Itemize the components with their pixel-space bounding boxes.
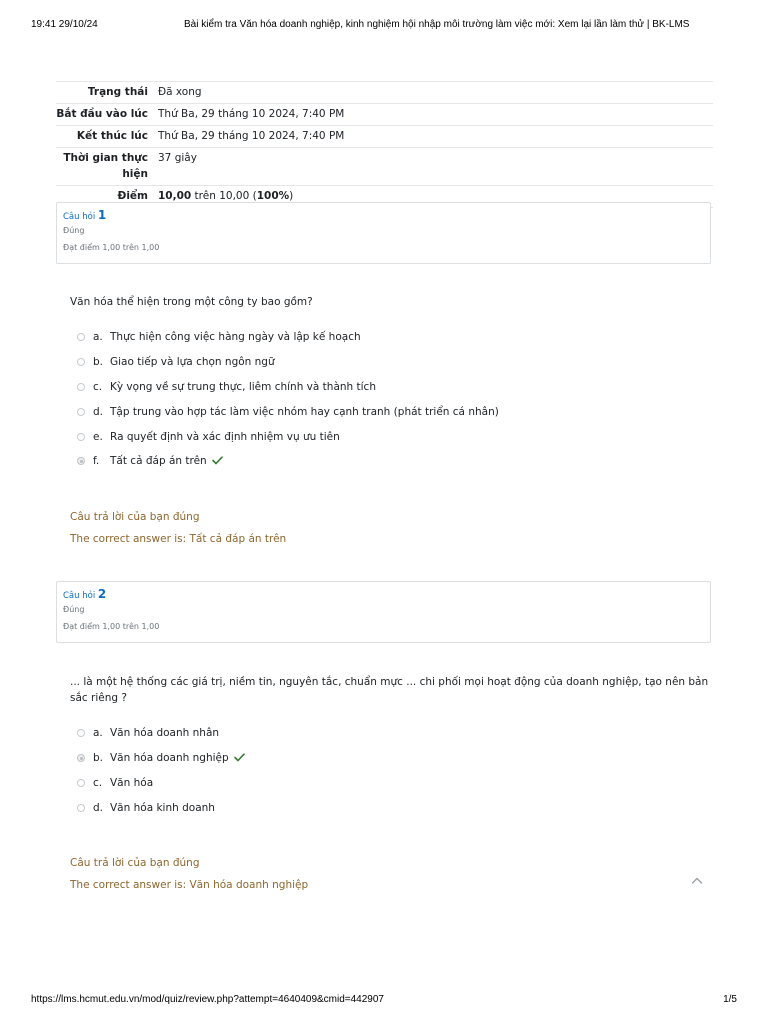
answer-option[interactable] (77, 325, 499, 350)
print-footer (31, 994, 737, 1008)
question-feedback (70, 852, 308, 896)
summary-label: Thời gian thực hiện (63, 152, 148, 180)
question-number-value: 1 (97, 208, 107, 222)
answer-letter: c. (93, 776, 103, 789)
question-state: Đúng (63, 226, 85, 235)
grade-middle: trên 10,00 ( (191, 190, 257, 202)
radio-button-selected[interactable] (77, 457, 85, 465)
question-text: ... là một hệ thống các giá trị, niềm tin, nguyên tắc, chuẩn mực ... chi phối mọi hoạt động của doanh nghiệp, tạo nên bản sắc riêng ? (70, 676, 709, 704)
answer-option[interactable] (77, 399, 499, 424)
grade-percent: 100% (256, 190, 290, 202)
question-number-prefix: Câu hỏi (63, 591, 96, 601)
summary-row-duration (56, 148, 713, 186)
answer-text: Văn hóa doanh nhân (110, 727, 220, 740)
radio-button-selected[interactable] (77, 754, 85, 762)
radio-button[interactable] (77, 729, 85, 737)
summary-value: 37 giây (158, 152, 197, 164)
answer-letter: a. (93, 727, 103, 740)
summary-value: Thứ Ba, 29 tháng 10 2024, 7:40 PM (158, 130, 345, 142)
chevron-up-icon[interactable] (690, 873, 704, 887)
answer-letter: d. (93, 405, 104, 418)
answer-letter: f. (93, 455, 100, 468)
feedback-text: Câu trả lời của bạn đúng (70, 511, 200, 523)
radio-button[interactable] (77, 358, 85, 366)
summary-row-started (56, 104, 713, 126)
answer-letter: b. (93, 752, 104, 765)
summary-label: Kết thúc lúc (76, 130, 148, 142)
summary-value: Thứ Ba, 29 tháng 10 2024, 7:40 PM (158, 108, 345, 120)
question-info-box (56, 581, 711, 643)
radio-button[interactable] (77, 433, 85, 441)
radio-button[interactable] (77, 383, 85, 391)
answer-text: Tất cả đáp án trên (110, 455, 207, 468)
answer-text: Ra quyết định và xác định nhiệm vụ ưu tiên (110, 430, 340, 443)
print-url: https://lms.hcmut.edu.vn/mod/quiz/review.php?attempt=4640409&cmid=442907 (31, 994, 384, 1005)
answer-letter: c. (93, 380, 103, 393)
answer-text: Văn hóa doanh nghiệp (110, 752, 229, 765)
answer-text: Văn hóa kinh doanh (110, 801, 215, 814)
answer-option[interactable] (77, 350, 499, 375)
answer-letter: e. (93, 430, 103, 443)
question-state: Đúng (63, 605, 85, 614)
question-text: Văn hóa thể hiện trong một công ty bao gồm? (70, 296, 313, 308)
answer-list (77, 325, 499, 474)
question-number-value: 2 (97, 587, 107, 601)
answer-option[interactable] (77, 795, 245, 820)
check-icon (212, 455, 223, 467)
summary-label: Bắt đầu vào lúc (56, 108, 148, 120)
summary-label: Trạng thái (87, 86, 148, 98)
radio-button[interactable] (77, 804, 85, 812)
answer-text: Văn hóa (110, 776, 154, 789)
question-number-prefix: Câu hỏi (63, 212, 96, 222)
summary-label: Điểm (117, 190, 148, 202)
answer-option[interactable] (77, 424, 499, 449)
answer-text: Kỳ vọng về sự trung thực, liêm chính và thành tích (110, 380, 376, 393)
feedback-text: Câu trả lời của bạn đúng (70, 857, 200, 869)
question-info-box (56, 202, 711, 264)
correct-answer-text: The correct answer is: Tất cả đáp án trên (70, 533, 287, 545)
answer-option[interactable] (77, 771, 245, 796)
summary-value: Đã xong (158, 86, 202, 98)
answer-letter: d. (93, 801, 104, 814)
print-page-title: Bài kiểm tra Văn hóa doanh nghiệp, kinh nghiệm hội nhập môi trường làm việc mới: Xem lại lần làm thử | BK-LMS (184, 19, 690, 30)
question-number (63, 208, 704, 224)
answer-text: Thực hiện công việc hàng ngày và lập kế hoạch (110, 331, 361, 344)
answer-option[interactable] (77, 721, 245, 746)
summary-row-state (56, 82, 713, 104)
grade-end: ) (289, 190, 294, 202)
answer-option-selected[interactable] (77, 746, 245, 771)
answer-option[interactable] (77, 375, 499, 400)
answer-letter: b. (93, 356, 104, 369)
answer-letter: a. (93, 331, 103, 344)
grade-score: 10,00 (158, 190, 192, 202)
print-datetime: 19:41 29/10/24 (31, 19, 98, 30)
question-feedback (70, 506, 286, 550)
question-grade: Đạt điểm 1,00 trên 1,00 (63, 243, 160, 252)
radio-button[interactable] (77, 333, 85, 341)
attempt-summary-table (56, 81, 713, 208)
check-icon (234, 752, 245, 764)
answer-option-selected[interactable] (77, 449, 499, 474)
answer-text: Tập trung vào hợp tác làm việc nhóm hay cạnh tranh (phát triển cá nhân) (110, 405, 499, 418)
print-header (31, 19, 737, 33)
radio-button[interactable] (77, 408, 85, 416)
question-grade: Đạt điểm 1,00 trên 1,00 (63, 622, 160, 631)
answer-text: Giao tiếp và lựa chọn ngôn ngữ (110, 356, 275, 369)
print-page-number: 1/5 (723, 994, 737, 1005)
correct-answer-text: The correct answer is: Văn hóa doanh nghiệp (70, 879, 309, 891)
question-number (63, 587, 704, 603)
summary-row-completed (56, 126, 713, 148)
radio-button[interactable] (77, 779, 85, 787)
answer-list (77, 721, 245, 820)
